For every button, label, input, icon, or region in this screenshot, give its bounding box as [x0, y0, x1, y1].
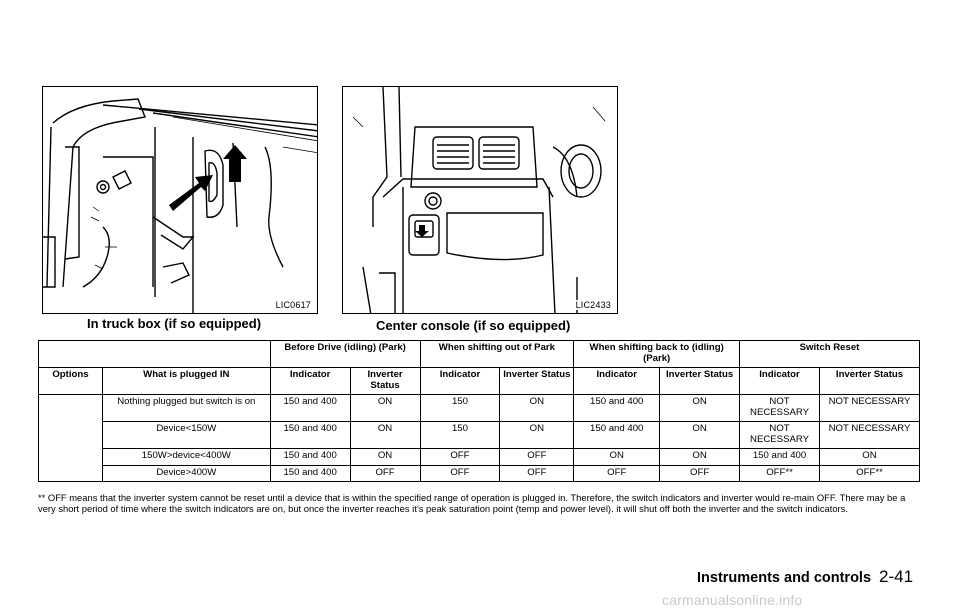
inverter-status-header: Inverter Status — [350, 368, 420, 395]
table-cell: NOT NECESSARY — [740, 395, 820, 422]
table-cell: ON — [820, 449, 920, 466]
center-console-illustration — [343, 87, 618, 314]
table-cell: NOT NECESSARY — [820, 395, 920, 422]
table-cell: 150 and 400 — [270, 395, 350, 422]
table-cell: OFF — [500, 449, 574, 466]
table-cell: NOT NECESSARY — [820, 422, 920, 449]
table-cell: ON — [350, 395, 420, 422]
plugged-in-cell: Device>400W — [102, 465, 270, 482]
watermark: carmanualsonline.info — [662, 592, 803, 608]
group-header: When shifting out of Park — [420, 341, 574, 368]
page-number: 2-41 — [879, 567, 914, 586]
footnote: ** OFF means that the inverter system cannot be reset until a device that is within the specified range of operation is plugged in. Therefore, the switch indicators and inverter would re-main OFF. There may be a very short period of time where the switch indicators are on, but once the inverter reaches it’s peak saturation point (temp and power level). it will shut off both the inverter and the switch indicators. — [38, 492, 906, 514]
table-cell: ON — [500, 395, 574, 422]
inverter-status-header: Inverter Status — [500, 368, 574, 395]
table-cell: ON — [350, 422, 420, 449]
indicator-header: Indicator — [420, 368, 500, 395]
figure-code: LIC2433 — [575, 300, 611, 310]
plugged-in-cell: Nothing plugged but switch is on — [102, 395, 270, 422]
table-cell: 150 and 400 — [574, 395, 660, 422]
group-header: Before Drive (idling) (Park) — [270, 341, 420, 368]
section-title: Instruments and controls — [697, 570, 872, 586]
figure-center-console — [342, 86, 618, 314]
group-header: Switch Reset — [740, 341, 920, 368]
table-row — [39, 449, 920, 466]
inverter-status-header: Inverter Status — [820, 368, 920, 395]
table-cell: OFF — [350, 465, 420, 482]
table-cell: OFF** — [740, 465, 820, 482]
inverter-status-header: Inverter Status — [660, 368, 740, 395]
table-cell: 150 and 400 — [574, 422, 660, 449]
table-cell: 150 and 400 — [270, 422, 350, 449]
table-cell: 150 — [420, 422, 500, 449]
options-cell — [39, 395, 103, 482]
table-cell: 150 and 400 — [740, 449, 820, 466]
column-header-row — [39, 368, 920, 395]
table-cell: OFF — [500, 465, 574, 482]
table-cell: ON — [574, 449, 660, 466]
table-row — [39, 465, 920, 482]
table-cell: OFF — [574, 465, 660, 482]
options-header: Options — [39, 368, 103, 395]
empty-header-cell — [39, 341, 271, 368]
inverter-status-table — [38, 340, 920, 482]
table-cell: OFF** — [820, 465, 920, 482]
page-footer — [697, 567, 913, 587]
table-cell: OFF — [420, 449, 500, 466]
figure-code: LIC0617 — [275, 300, 311, 310]
table-cell: OFF — [420, 465, 500, 482]
table-cell: ON — [500, 422, 574, 449]
plugged-in-header: What is plugged IN — [102, 368, 270, 395]
table-cell: ON — [660, 422, 740, 449]
indicator-header: Indicator — [740, 368, 820, 395]
table-cell: 150 and 400 — [270, 465, 350, 482]
plugged-in-cell: 150W>device<400W — [102, 449, 270, 466]
truck-box-illustration — [43, 87, 318, 314]
figure-caption: In truck box (if so equipped) — [87, 316, 262, 331]
figure-caption: Center console (if so equipped) — [376, 318, 571, 333]
table-cell: 150 and 400 — [270, 449, 350, 466]
table-cell: 150 — [420, 395, 500, 422]
indicator-header: Indicator — [574, 368, 660, 395]
table-cell: NOT NECESSARY — [740, 422, 820, 449]
plugged-in-cell: Device<150W — [102, 422, 270, 449]
figure-truck-box — [42, 86, 318, 314]
table-row — [39, 422, 920, 449]
table-cell: OFF — [660, 465, 740, 482]
table-cell: ON — [350, 449, 420, 466]
indicator-header: Indicator — [270, 368, 350, 395]
group-header: When shifting back to (idling) (Park) — [574, 341, 740, 368]
table-row — [39, 395, 920, 422]
table-cell: ON — [660, 395, 740, 422]
table-cell: ON — [660, 449, 740, 466]
group-header-row — [39, 341, 920, 368]
